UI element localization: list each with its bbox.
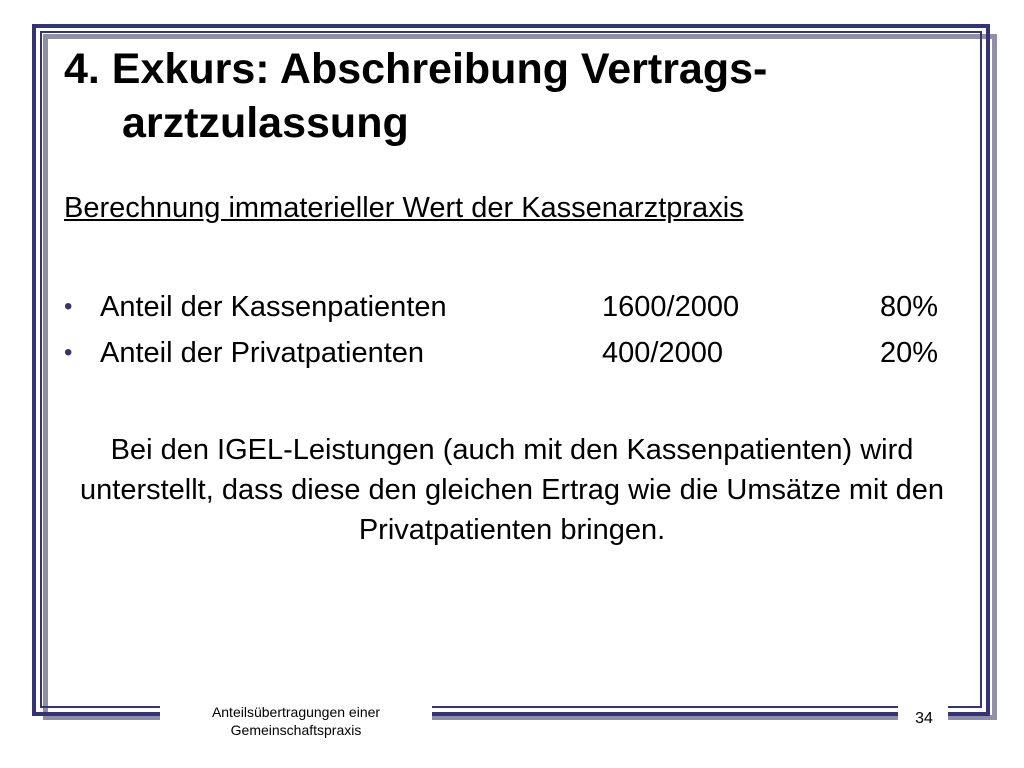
row-label: Anteil der Privatpatienten xyxy=(100,337,425,369)
bullet-icon: • xyxy=(64,339,73,366)
row-percent: 80% xyxy=(880,291,939,323)
list-item xyxy=(64,331,964,377)
list-item xyxy=(64,285,964,331)
row-fraction: 1600/2000 xyxy=(602,291,740,323)
title-line-2: arztzulassung xyxy=(122,99,409,147)
title-line-1: 4. Exkurs: Abschreibung Vertrags- xyxy=(64,45,768,93)
row-fraction: 400/2000 xyxy=(602,337,723,369)
slide-title xyxy=(64,42,964,150)
page-number: 34 xyxy=(915,710,933,727)
bullet-icon: • xyxy=(64,293,73,320)
footer-line-1: Anteilsübertragungen einer xyxy=(211,704,381,720)
row-label: Anteil der Kassenpatienten xyxy=(100,291,447,323)
section-subtitle: Berechnung immaterieller Wert der Kassenarztpraxis xyxy=(64,192,744,224)
footer-title xyxy=(163,703,429,739)
row-percent: 20% xyxy=(880,337,939,369)
bullet-list xyxy=(64,285,964,377)
body-paragraph: Bei den IGEL-Leistungen (auch mit den Kassenpatienten) wird unterstellt, dass diese den gleichen Ertrag wie die Umsätze mit den Privatpatienten bringen. xyxy=(80,434,944,546)
footer-line-2: Gemeinschaftspraxis xyxy=(230,722,362,738)
